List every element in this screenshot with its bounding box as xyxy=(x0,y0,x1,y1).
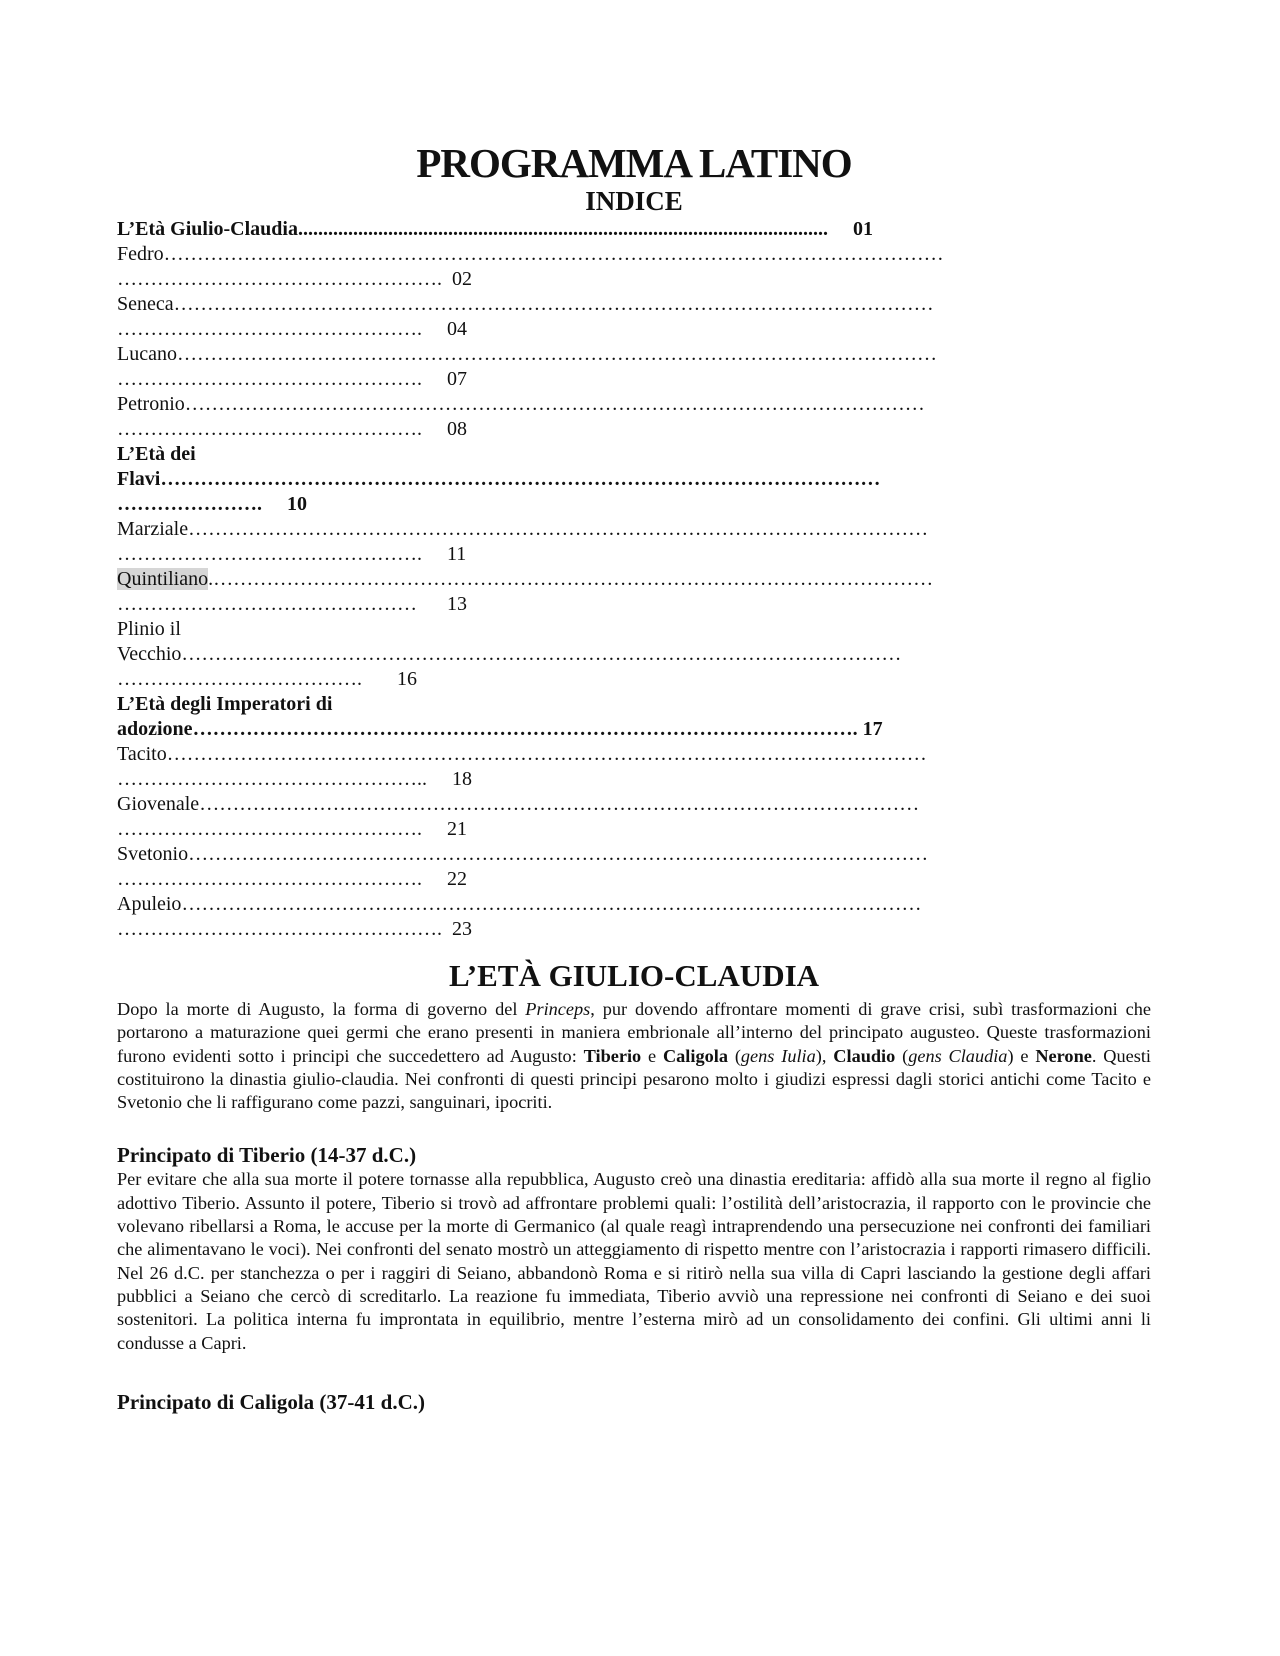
toc-page-number: 10 xyxy=(287,493,307,515)
toc-page-number: 23 xyxy=(452,918,472,940)
toc-entry-giovenale[interactable]: Giovenale……………………………………………………………………………………………… ………………………………………. 21 xyxy=(117,793,920,840)
toc-page-number: 01 xyxy=(852,218,873,240)
toc-entry-eta-dei-flavi[interactable]: L’Età dei Flavi……………………………………………………………………………………………… …………………. 10 xyxy=(117,443,881,515)
highlighted-text: Quintiliano xyxy=(117,568,209,590)
toc-entry-apuleio[interactable]: Apuleio………………………………………………………………………………………………… …………………………………………. 23 xyxy=(117,893,922,940)
toc-page-number: 04 xyxy=(447,318,467,340)
toc-entry-marziale[interactable]: Marziale………………………………………………………………………………………………… ………………………………………. 11 xyxy=(117,518,929,565)
toc-page-number: 02 xyxy=(452,268,472,290)
toc-page-number: 11 xyxy=(447,543,467,565)
toc-entry-plinio-il-vecchio[interactable]: Plinio il Vecchio……………………………………………………………………………………………… ………………………………. 16 xyxy=(117,618,902,690)
subsection-heading-caligola: Principato di Caligola (37-41 d.C.) xyxy=(117,1389,425,1414)
toc-page-number: 22 xyxy=(447,868,467,890)
toc-page-number: 07 xyxy=(447,368,467,390)
toc-entry-eta-giulio-claudia[interactable]: L’Età Giulio-Claudia.......................................................................................................... 01 xyxy=(117,218,873,240)
toc-entry-petronio[interactable]: Petronio………………………………………………………………………………………………… ………………………………………. 08 xyxy=(117,393,925,440)
toc-entry-tacito[interactable]: Tacito…………………………………………………………………………………………………… ……………………………………….. 18 xyxy=(117,743,927,790)
toc-page-number: 08 xyxy=(447,418,467,440)
subsection-heading-tiberio: Principato di Tiberio (14-37 d.C.) xyxy=(117,1143,417,1168)
tiberio-paragraph: Per evitare che alla sua morte il potere tornasse alla repubblica, Augusto creò una dinastia ereditaria: affidò alla sua morte il regno al figlio adottivo Tiberio. Assunto il potere, Tiberio si trovò ad affrontare problemi quali: l’ostilità dell’aristocrazia, il rapporto con le provincie che volevano ribellarsi a Roma, le accuse per la morte di Germanico (al quale reagì intraprendendo una persecuzione nei confronti dei familiari che alimentavano le voci). Nei confronti del senato mostrò un atteggiamento di rispetto mentre con l’aristocrazia i rapporti rimasero difficili. Nel 26 d.C. per stanchezza o per i raggiri di Seiano, abbandonò Roma e si ritirò nella sua villa di Capri lasciando la gestione degli affari pubblici a Seiano che cercò di screditarlo. La reazione fu immediata, Tiberio avviò una repressione nei confronti di Seiano e dei suoi sostenitori. La politica interna fu improntata in equilibrio, mentre l’esterna mirò ad un consolidamento dei confini. Gli ultimi anni li condusse a Capri. xyxy=(117,1169,1151,1353)
table-of-contents xyxy=(117,217,1151,942)
toc-page-number: 17 xyxy=(862,718,883,740)
toc-page-number: 16 xyxy=(397,668,417,690)
toc-entry-fedro[interactable]: Fedro……………………………………………………………………………………………………… …………………………………………. 02 xyxy=(117,243,944,290)
toc-entry-lucano[interactable]: Lucano…………………………………………………………………………………………………… ………………………………………. 07 xyxy=(117,343,937,390)
document-page xyxy=(117,140,1151,1415)
document-title: PROGRAMMA LATINO xyxy=(416,140,852,186)
toc-entry-quintiliano[interactable]: Quintiliano.……………………………………………………………………………………………… ……………………………………… 13 xyxy=(117,568,934,615)
index-heading: INDICE xyxy=(585,186,683,216)
toc-entry-seneca[interactable]: Seneca…………………………………………………………………………………………………… ………………………………………. 04 xyxy=(117,293,934,340)
toc-page-number: 18 xyxy=(452,768,472,790)
section-title: L’ETÀ GIULIO-CLAUDIA xyxy=(448,958,820,993)
intro-paragraph: Dopo la morte di Augusto, la forma di governo del Princeps, pur dovendo affrontare momenti di grave crisi, subì trasformazioni che portarono a maturazione quei germi che erano presenti in maniera embrionale all’interno del principato augusteo. Queste trasformazioni furono evidenti sotto i principi che succedettero ad Augusto: Tiberio e Caligola (gens Iulia), Claudio (gens Claudia) e Nerone. Questi costituirono la dinastia giulio-claudia. Nei confronti di questi principi pesarono molto i giudizi espressi dagli storici antichi come Tacito e Svetonio che li raffigurano come pazzi, sanguinari, ipocriti. xyxy=(117,999,1151,1113)
toc-entry-eta-imperatori-adozione[interactable]: L’Età degli Imperatori di adozione………………………………………………………………………………………. 17 xyxy=(117,693,883,740)
toc-entry-svetonio[interactable]: Svetonio………………………………………………………………………………………………… ………………………………………. 22 xyxy=(117,843,929,890)
toc-page-number: 21 xyxy=(447,818,467,840)
toc-page-number: 13 xyxy=(447,593,467,615)
